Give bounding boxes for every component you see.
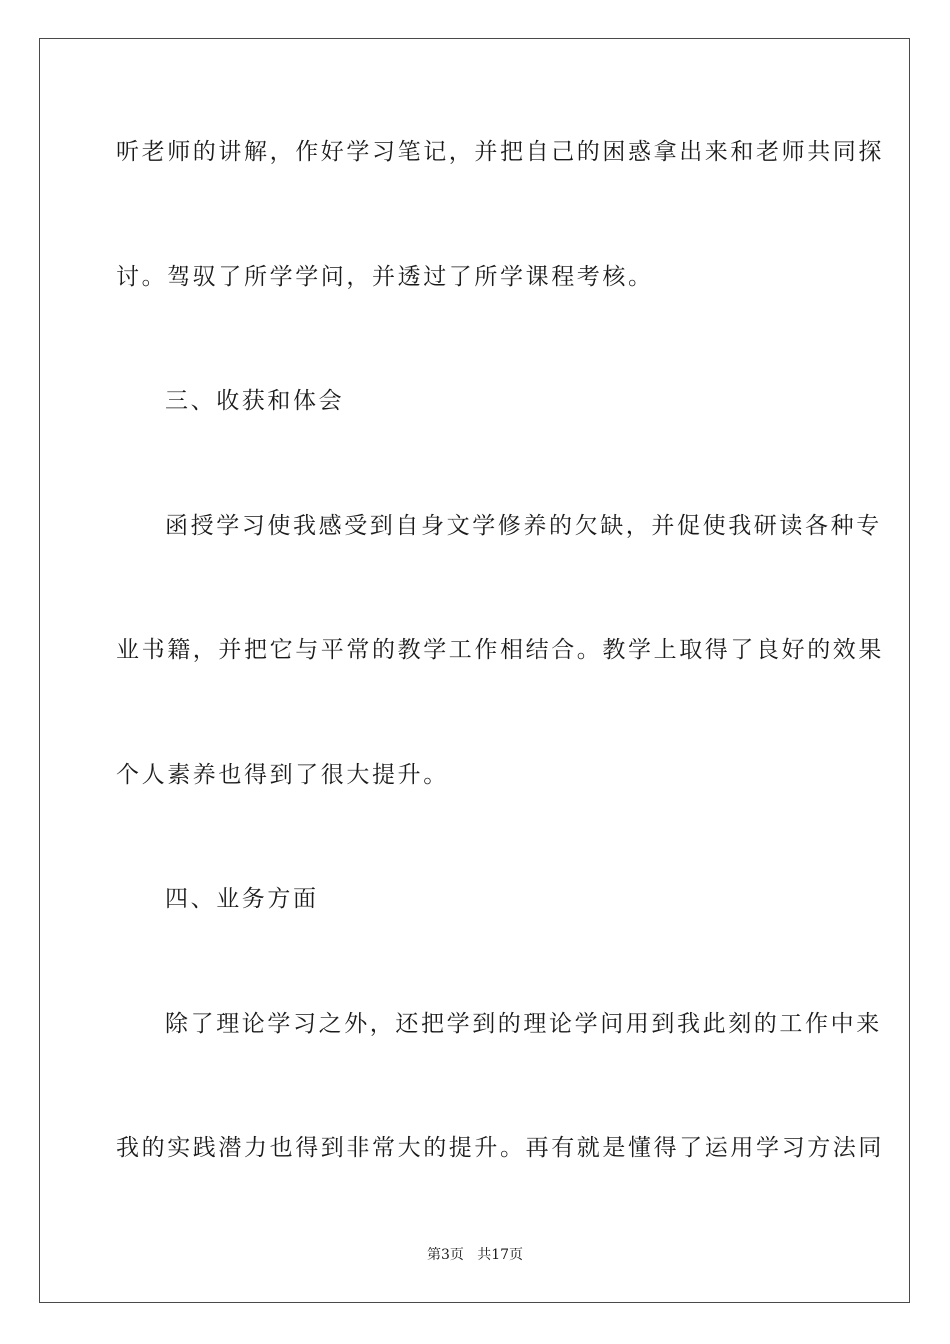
text-line-6: 个人素养也得到了很大提升。 [116,762,449,788]
text-line-8: 除了理论学习之外，还把学到的理论学问用到我此刻的工作中来 [165,1011,882,1037]
page-border [39,38,910,1303]
page-number-footer: 第3页 共17页 [426,1247,524,1263]
text-line-2: 讨。驾驭了所学学问，并透过了所学课程考核。 [116,264,654,290]
text-line-5: 业书籍，并把它与平常的教学工作相结合。教学上取得了良好的效果 [116,637,884,663]
section-heading-3: 三、收获和体会 [165,388,345,414]
text-line-4: 函授学习使我感受到自身文学修养的欠缺，并促使我研读各种专 [165,513,882,539]
text-line-9: 我的实践潜力也得到非常大的提升。再有就是懂得了运用学习方法同 [116,1135,884,1161]
text-line-1: 听老师的讲解，作好学习笔记，并把自己的困惑拿出来和老师共同探 [116,139,884,165]
section-heading-4: 四、业务方面 [165,886,319,912]
